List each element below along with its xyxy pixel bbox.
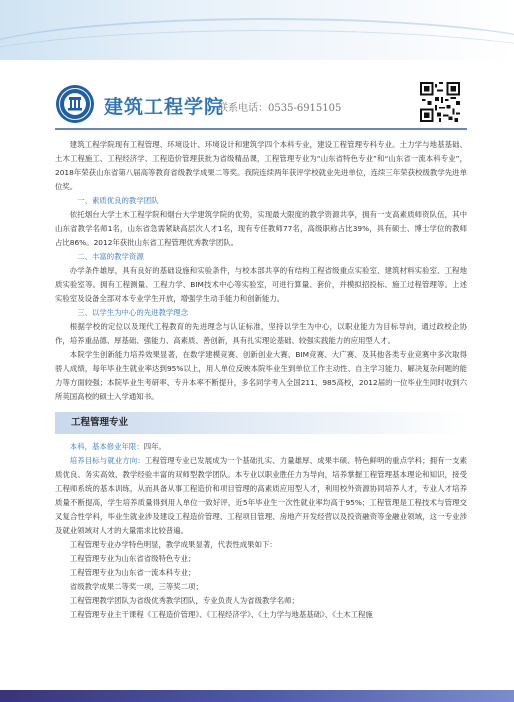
section-body: 根据学校的定位以及现代工程教育的先进理念与认证标准，坚持以学生为中心，以职业能力为目标导向，通过政校企协作，培养重品德、厚基础、强能力、高素质、善创新，具有扎实理论基础、较强实践能力的应用型人才。	[55, 322, 467, 345]
header-divider	[55, 128, 467, 130]
section-body: 依托烟台大学土木工程学院和烟台大学建筑学院的优势，实现最大限度的教学资源共享，拥有一支高素质师资队伍，其中山东省教学名师1名，山东省急需紧缺高层次人才1名，现有专任教师77名，高级职称占比39%，具有硕士、博士学位的教师占比86%。2012年获批山东省工程管理优秀教学团队。	[55, 210, 467, 247]
university-seal-icon	[55, 84, 95, 124]
section-body: 办学条件雄厚，具有良好的基础设施和实验条件，与校本部共享的有结构工程省级重点实验室、建筑材料实验室、工程地质实验室等。拥有工程测量、工程力学、BIM技术中心等实验室，可进行算量、套价，并模拟招投标、施工过程管理等。上述实验室及设备全部对本专业学生开放，增强学生动手能力和创新能力。	[55, 266, 467, 303]
results-intro: 工程管理专业办学特色明显，教学成果显著，代表性成果如下：	[69, 540, 277, 549]
result-item: 省级教学成果二等奖一项，三等奖二项；	[69, 582, 203, 591]
result-item: 工程管理专业主干课程《工程造价管理》、《工程经济学》、《土力学与地基基础》、《土木工程施	[69, 610, 373, 619]
college-title: 建筑工程学院	[104, 96, 225, 118]
qr-code-icon	[420, 82, 460, 122]
intro-paragraph: 建筑工程学院现有工程管理、环境设计、环境设计和建筑学四个本科专业，建设工程管理专科专业。土力学与地基基础、土木工程施工、工程经济学、工程造价管理获批为省级精品课，工程管理专业为“山东省特色专业”和“山东省一流本科专业”，2018年荣获山东省第八届高等教育省级教学成果二等奖。我院连续两年获评学校就业先进单位，连续三年荣获校级教学先进单位奖。	[55, 140, 467, 191]
duration-value: 四年。	[143, 442, 166, 451]
footer-color-strip	[0, 690, 514, 702]
section-heading: 二、丰富的教学资源	[77, 252, 144, 261]
header-decoration-band	[0, 0, 514, 60]
goal-body: 工程管理专业已发展成为一个基础扎实、力量雄厚、成果丰硕、特色鲜明的重点学科；拥有一支素质优良、务实高效、教学经验丰富的双师型教学团队。本专业以职业胜任力为导向，培养掌握工程管理基本理论和知识，接受工程师系统的基本训练，从而具备从事工程造价和项目管理的高素质应用型人才，利用校外资源协同培养人才，专业人才培养质量不断提高，学生培养质量得到用人单位一致好评，近5年毕业生一次性就业率均高于95%；工程管理是工程技术与管理交叉复合性学科，毕业生就业涉及建设工程造价管理、工程项目管理、房地产开发经营以及投资融资等金融业领域，这一专业涉及就业领域对人才的大量需求比较普遍。	[55, 456, 467, 535]
major-title-bar	[55, 412, 467, 434]
section-heading: 三、以学生为中心的先进教学理念	[77, 308, 189, 317]
goal-paragraph	[55, 454, 467, 538]
major-title: 工程管理专业	[71, 417, 129, 428]
result-item: 工程管理专业为山东省省级特色专业；	[69, 554, 196, 563]
duration-label: 本科，基本修业年限：	[69, 442, 144, 451]
result-item: 工程管理专业为山东省一流本科专业；	[69, 568, 196, 577]
document-body	[55, 138, 467, 622]
goal-label: 培养目标与就业方向：	[69, 456, 145, 465]
duration-line	[55, 440, 467, 454]
result-item: 工程管理教学团队为省级优秀教学团队，专业负责人为省级教学名师；	[69, 596, 299, 605]
section-heading: 一、素质优良的教学团队	[77, 196, 159, 205]
achievements-paragraph: 本院学生创新能力培养效果显著，在数学建模竞赛、创新创业大赛、BIM竞赛、大广赛、及其他各类专业竞赛中多次取得骄人成绩，每年毕业生就业率达到95%以上，用人单位反映本院毕业生到单位工作主动性、自主学习能力、解决复杂问题的能力等方面较强；本院毕业生考研率、专升本率不断提升，多名同学考入全国211、985高校，2012届的一位毕业生同时收到六所英国高校的硕士入学通知书。	[55, 350, 467, 401]
contact-phone: 联系电话：0535-6915105	[218, 103, 342, 114]
